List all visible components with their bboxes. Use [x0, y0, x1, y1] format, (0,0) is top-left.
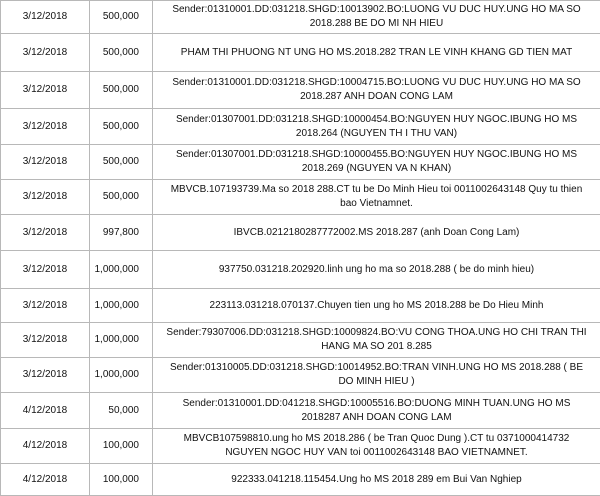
table-row	[1, 251, 600, 289]
amount-cell: 100,000	[90, 429, 153, 464]
date-cell: 3/12/2018	[1, 358, 90, 393]
table-row	[1, 180, 600, 215]
table-row	[1, 1, 600, 34]
description-cell: Sender:01310001.DD:031218.SHGD:10004715.BO:LUONG VU DUC HUY.UNG HO MA SO 2018.287 ANH DOAN CONG LAM	[153, 72, 600, 109]
amount-cell: 1,000,000	[90, 358, 153, 393]
description-cell: 223113.031218.070137.Chuyen tien ung ho MS 2018.288 be Do Hieu Minh	[153, 289, 600, 323]
date-cell: 3/12/2018	[1, 323, 90, 358]
table-row	[1, 109, 600, 145]
amount-cell: 500,000	[90, 34, 153, 72]
amount-cell: 1,000,000	[90, 289, 153, 323]
date-cell: 4/12/2018	[1, 429, 90, 464]
description-cell: 937750.031218.202920.linh ung ho ma so 2018.288 ( be do minh hieu)	[153, 251, 600, 289]
table-row	[1, 323, 600, 358]
description-cell: Sender:01307001.DD:031218.SHGD:10000455.BO:NGUYEN HUY NGOC.IBUNG HO MS 2018.269 (NGUYEN VA N KHAN)	[153, 145, 600, 180]
date-cell: 4/12/2018	[1, 393, 90, 429]
description-cell: Sender:01310001.DD:041218.SHGD:10005516.BO:DUONG MINH TUAN.UNG HO MS 2018287 ANH DOAN CONG LAM	[153, 393, 600, 429]
amount-cell: 500,000	[90, 109, 153, 145]
table-row	[1, 289, 600, 323]
amount-cell: 500,000	[90, 145, 153, 180]
date-cell: 3/12/2018	[1, 109, 90, 145]
amount-cell: 997,800	[90, 215, 153, 251]
date-cell: 3/12/2018	[1, 1, 90, 34]
table-row	[1, 429, 600, 464]
description-cell: MBVCB107598810.ung ho MS 2018.286 ( be Tran Quoc Dung ).CT tu 0371000414732 NGUYEN NGOC HUY VAN toi 0011002643148 BAO VIETNAMNET.	[153, 429, 600, 464]
table-row	[1, 145, 600, 180]
description-cell: Sender:79307006.DD:031218.SHGD:10009824.BO:VU CONG THOA.UNG HO CHI TRAN THI HANG MA SO 201 8.285	[153, 323, 600, 358]
amount-cell: 500,000	[90, 1, 153, 34]
description-cell: Sender:01310005.DD:031218.SHGD:10014952.BO:TRAN VINH.UNG HO MS 2018.288 ( BE DO MINH HIEU )	[153, 358, 600, 393]
table-row	[1, 72, 600, 109]
amount-cell: 100,000	[90, 464, 153, 496]
amount-cell: 500,000	[90, 72, 153, 109]
date-cell: 3/12/2018	[1, 145, 90, 180]
donations-table-body	[1, 1, 600, 496]
table-row	[1, 358, 600, 393]
date-cell: 3/12/2018	[1, 215, 90, 251]
date-cell: 3/12/2018	[1, 289, 90, 323]
date-cell: 3/12/2018	[1, 251, 90, 289]
table-row	[1, 464, 600, 496]
description-cell: PHAM THI PHUONG NT UNG HO MS.2018.282 TRAN LE VINH KHANG GD TIEN MAT	[153, 34, 600, 72]
description-cell: MBVCB.107193739.Ma so 2018 288.CT tu be Do Minh Hieu toi 0011002643148 Quy tu thien bao Vietnamnet.	[153, 180, 600, 215]
description-cell: 922333.041218.115454.Ung ho MS 2018 289 em Bui Van Nghiep	[153, 464, 600, 496]
amount-cell: 1,000,000	[90, 323, 153, 358]
table-row	[1, 215, 600, 251]
amount-cell: 1,000,000	[90, 251, 153, 289]
date-cell: 3/12/2018	[1, 72, 90, 109]
table-row	[1, 393, 600, 429]
date-cell: 4/12/2018	[1, 464, 90, 496]
date-cell: 3/12/2018	[1, 34, 90, 72]
amount-cell: 500,000	[90, 180, 153, 215]
date-cell: 3/12/2018	[1, 180, 90, 215]
description-cell: Sender:01307001.DD:031218.SHGD:10000454.BO:NGUYEN HUY NGOC.IBUNG HO MS 2018.264 (NGUYEN TH I THU VAN)	[153, 109, 600, 145]
description-cell: Sender:01310001.DD:031218.SHGD:10013902.BO:LUONG VU DUC HUY.UNG HO MA SO 2018.288 BE DO MI NH HIEU	[153, 1, 600, 34]
table-row	[1, 34, 600, 72]
description-cell: IBVCB.0212180287772002.MS 2018.287 (anh Doan Cong Lam)	[153, 215, 600, 251]
amount-cell: 50,000	[90, 393, 153, 429]
